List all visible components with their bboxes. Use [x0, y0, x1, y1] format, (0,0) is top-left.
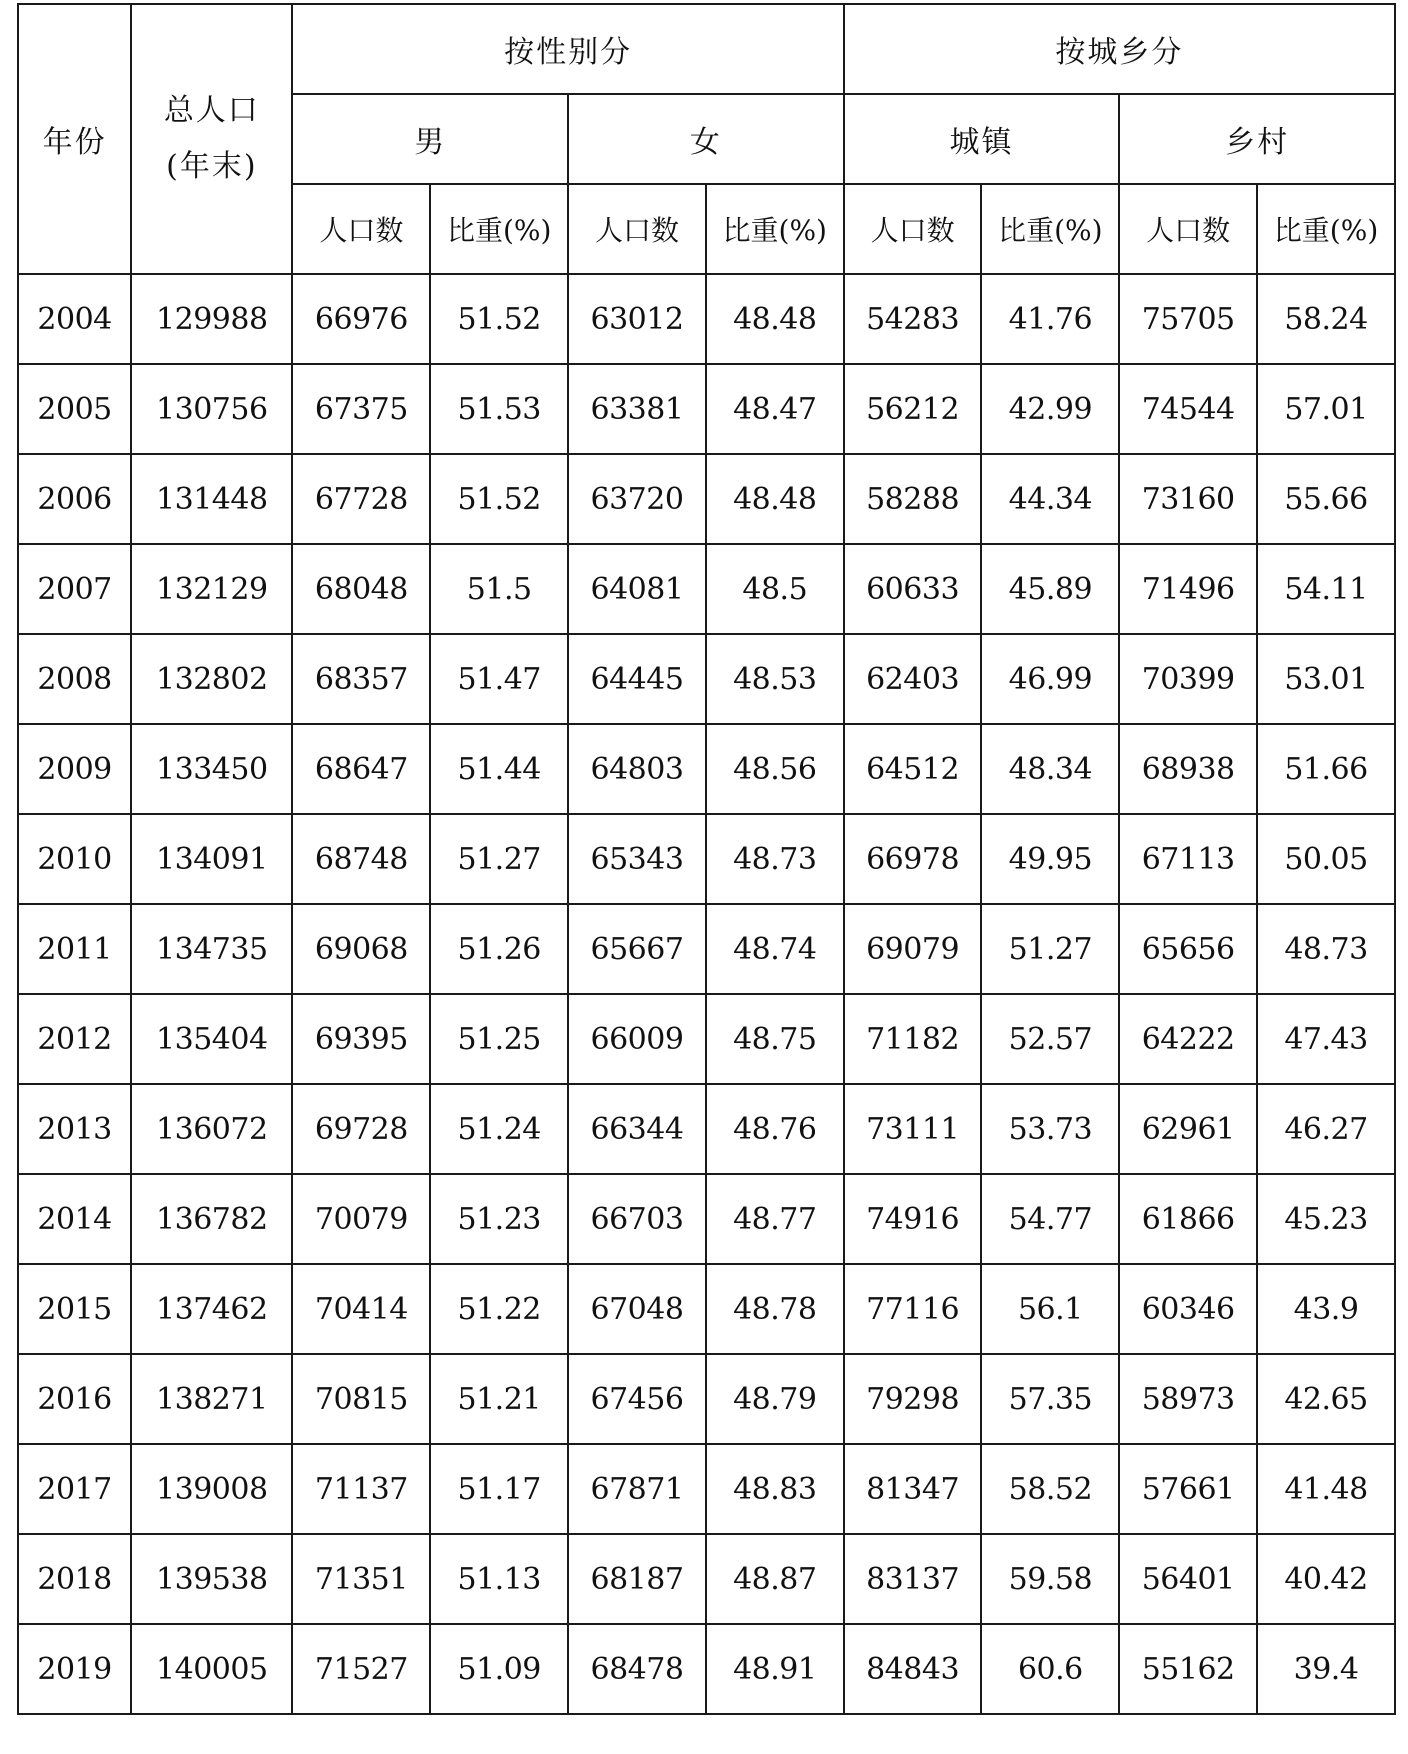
table-row	[18, 1174, 1395, 1264]
cell-female-count: 67456	[568, 1354, 706, 1444]
cell-year: 2015	[18, 1264, 131, 1354]
table-row	[18, 364, 1395, 454]
cell-total: 137462	[131, 1264, 292, 1354]
cell-urban-count: 73111	[844, 1084, 982, 1174]
cell-male-share: 51.23	[430, 1174, 568, 1264]
table-row	[18, 1354, 1395, 1444]
table-row	[18, 724, 1395, 814]
cell-urban-share: 46.99	[981, 634, 1119, 724]
cell-female-share: 48.56	[706, 724, 844, 814]
cell-urban-count: 69079	[844, 904, 982, 994]
cell-year: 2008	[18, 634, 131, 724]
cell-total: 132802	[131, 634, 292, 724]
cell-urban-count: 81347	[844, 1444, 982, 1534]
cell-urban-count: 56212	[844, 364, 982, 454]
cell-male-share: 51.5	[430, 544, 568, 634]
table-row	[18, 1264, 1395, 1354]
cell-total: 132129	[131, 544, 292, 634]
cell-male-share: 51.52	[430, 454, 568, 544]
cell-male-share: 51.17	[430, 1444, 568, 1534]
cell-male-count: 66976	[292, 274, 430, 364]
cell-urban-share: 48.34	[981, 724, 1119, 814]
table-row	[18, 544, 1395, 634]
cell-male-count: 68048	[292, 544, 430, 634]
cell-female-count: 66009	[568, 994, 706, 1084]
cell-female-count: 66344	[568, 1084, 706, 1174]
cell-male-count: 71527	[292, 1624, 430, 1714]
cell-female-count: 68478	[568, 1624, 706, 1714]
cell-urban-share: 52.57	[981, 994, 1119, 1084]
cell-male-share: 51.22	[430, 1264, 568, 1354]
cell-total: 134735	[131, 904, 292, 994]
cell-female-share: 48.48	[706, 454, 844, 544]
cell-rural-count: 55162	[1119, 1624, 1257, 1714]
cell-female-count: 64081	[568, 544, 706, 634]
cell-female-share: 48.5	[706, 544, 844, 634]
cell-male-count: 70414	[292, 1264, 430, 1354]
header-by-area: 按城乡分	[844, 4, 1395, 94]
cell-urban-share: 45.89	[981, 544, 1119, 634]
cell-female-count: 64803	[568, 724, 706, 814]
cell-urban-count: 58288	[844, 454, 982, 544]
cell-rural-share: 51.66	[1257, 724, 1395, 814]
cell-urban-share: 56.1	[981, 1264, 1119, 1354]
cell-year: 2014	[18, 1174, 131, 1264]
cell-rural-count: 62961	[1119, 1084, 1257, 1174]
cell-female-count: 63720	[568, 454, 706, 544]
table-row	[18, 634, 1395, 724]
header-urban-share: 比重(%)	[981, 184, 1119, 274]
cell-rural-count: 61866	[1119, 1174, 1257, 1264]
cell-total: 135404	[131, 994, 292, 1084]
cell-female-share: 48.48	[706, 274, 844, 364]
cell-rural-share: 53.01	[1257, 634, 1395, 724]
cell-total: 136072	[131, 1084, 292, 1174]
cell-male-count: 71351	[292, 1534, 430, 1624]
cell-rural-count: 74544	[1119, 364, 1257, 454]
table-row	[18, 1444, 1395, 1534]
cell-male-count: 69728	[292, 1084, 430, 1174]
header-year: 年份	[18, 4, 131, 274]
cell-male-share: 51.13	[430, 1534, 568, 1624]
cell-female-count: 66703	[568, 1174, 706, 1264]
cell-urban-count: 64512	[844, 724, 982, 814]
cell-total: 134091	[131, 814, 292, 904]
cell-rural-share: 54.11	[1257, 544, 1395, 634]
cell-female-share: 48.75	[706, 994, 844, 1084]
cell-rural-share: 57.01	[1257, 364, 1395, 454]
cell-male-share: 51.09	[430, 1624, 568, 1714]
cell-rural-share: 43.9	[1257, 1264, 1395, 1354]
cell-year: 2016	[18, 1354, 131, 1444]
cell-year: 2012	[18, 994, 131, 1084]
cell-urban-count: 83137	[844, 1534, 982, 1624]
cell-female-share: 48.91	[706, 1624, 844, 1714]
cell-male-count: 70079	[292, 1174, 430, 1264]
cell-male-count: 69068	[292, 904, 430, 994]
cell-year: 2011	[18, 904, 131, 994]
cell-total: 139538	[131, 1534, 292, 1624]
cell-female-count: 67048	[568, 1264, 706, 1354]
cell-rural-count: 58973	[1119, 1354, 1257, 1444]
table-row	[18, 1084, 1395, 1174]
cell-male-share: 51.24	[430, 1084, 568, 1174]
cell-male-count: 67728	[292, 454, 430, 544]
header-urban: 城镇	[844, 94, 1120, 184]
header-male-share: 比重(%)	[430, 184, 568, 274]
cell-rural-share: 46.27	[1257, 1084, 1395, 1174]
cell-rural-count: 65656	[1119, 904, 1257, 994]
cell-urban-share: 41.76	[981, 274, 1119, 364]
header-female-count: 人口数	[568, 184, 706, 274]
cell-rural-share: 42.65	[1257, 1354, 1395, 1444]
cell-female-share: 48.74	[706, 904, 844, 994]
table-row	[18, 994, 1395, 1084]
table-row	[18, 274, 1395, 364]
cell-female-count: 67871	[568, 1444, 706, 1534]
cell-year: 2005	[18, 364, 131, 454]
cell-female-share: 48.79	[706, 1354, 844, 1444]
cell-rural-count: 71496	[1119, 544, 1257, 634]
cell-total: 138271	[131, 1354, 292, 1444]
cell-urban-count: 77116	[844, 1264, 982, 1354]
cell-female-count: 65343	[568, 814, 706, 904]
cell-rural-count: 75705	[1119, 274, 1257, 364]
cell-total: 130756	[131, 364, 292, 454]
cell-total: 133450	[131, 724, 292, 814]
cell-urban-share: 59.58	[981, 1534, 1119, 1624]
header-rural-count: 人口数	[1119, 184, 1257, 274]
cell-urban-share: 44.34	[981, 454, 1119, 544]
cell-male-share: 51.26	[430, 904, 568, 994]
cell-male-share: 51.25	[430, 994, 568, 1084]
cell-female-share: 48.87	[706, 1534, 844, 1624]
cell-total: 129988	[131, 274, 292, 364]
cell-urban-count: 66978	[844, 814, 982, 904]
cell-female-share: 48.77	[706, 1174, 844, 1264]
cell-female-count: 65667	[568, 904, 706, 994]
cell-rural-share: 58.24	[1257, 274, 1395, 364]
cell-rural-count: 56401	[1119, 1534, 1257, 1624]
cell-year: 2018	[18, 1534, 131, 1624]
cell-urban-share: 49.95	[981, 814, 1119, 904]
cell-total: 136782	[131, 1174, 292, 1264]
cell-year: 2007	[18, 544, 131, 634]
cell-female-share: 48.47	[706, 364, 844, 454]
cell-rural-count: 67113	[1119, 814, 1257, 904]
header-rural: 乡村	[1119, 94, 1395, 184]
cell-urban-count: 79298	[844, 1354, 982, 1444]
header-total-line1: 总人口	[163, 93, 260, 128]
cell-male-share: 51.53	[430, 364, 568, 454]
cell-urban-count: 84843	[844, 1624, 982, 1714]
cell-total: 140005	[131, 1624, 292, 1714]
cell-total: 131448	[131, 454, 292, 544]
cell-female-share: 48.83	[706, 1444, 844, 1534]
cell-year: 2006	[18, 454, 131, 544]
cell-rural-count: 70399	[1119, 634, 1257, 724]
table-row	[18, 904, 1395, 994]
cell-male-count: 68647	[292, 724, 430, 814]
cell-male-share: 51.44	[430, 724, 568, 814]
cell-male-share: 51.52	[430, 274, 568, 364]
cell-female-share: 48.78	[706, 1264, 844, 1354]
cell-year: 2017	[18, 1444, 131, 1534]
cell-rural-share: 55.66	[1257, 454, 1395, 544]
cell-female-count: 63381	[568, 364, 706, 454]
cell-female-count: 63012	[568, 274, 706, 364]
cell-rural-count: 57661	[1119, 1444, 1257, 1534]
header-total-line2: (年末)	[166, 149, 258, 184]
cell-year: 2004	[18, 274, 131, 364]
cell-male-share: 51.47	[430, 634, 568, 724]
cell-rural-share: 39.4	[1257, 1624, 1395, 1714]
header-by-sex: 按性别分	[292, 4, 843, 94]
population-table-container	[17, 3, 1396, 1745]
table-row	[18, 454, 1395, 544]
cell-rural-share: 47.43	[1257, 994, 1395, 1084]
cell-female-count: 64445	[568, 634, 706, 724]
cell-male-count: 69395	[292, 994, 430, 1084]
table-body	[18, 274, 1395, 1714]
cell-total: 139008	[131, 1444, 292, 1534]
cell-rural-count: 68938	[1119, 724, 1257, 814]
table-header	[18, 4, 1395, 274]
cell-male-count: 71137	[292, 1444, 430, 1534]
cell-year: 2009	[18, 724, 131, 814]
cell-male-share: 51.27	[430, 814, 568, 904]
cell-urban-share: 54.77	[981, 1174, 1119, 1264]
header-male-count: 人口数	[292, 184, 430, 274]
cell-rural-share: 48.73	[1257, 904, 1395, 994]
header-male: 男	[292, 94, 568, 184]
cell-urban-count: 71182	[844, 994, 982, 1084]
population-table	[17, 3, 1396, 1715]
cell-male-count: 67375	[292, 364, 430, 454]
cell-rural-share: 50.05	[1257, 814, 1395, 904]
cell-rural-count: 73160	[1119, 454, 1257, 544]
cell-female-share: 48.53	[706, 634, 844, 724]
cell-urban-share: 42.99	[981, 364, 1119, 454]
cell-urban-count: 62403	[844, 634, 982, 724]
table-row	[18, 1624, 1395, 1714]
cell-male-share: 51.21	[430, 1354, 568, 1444]
cell-rural-share: 41.48	[1257, 1444, 1395, 1534]
cell-year: 2019	[18, 1624, 131, 1714]
cell-year: 2010	[18, 814, 131, 904]
cell-female-count: 68187	[568, 1534, 706, 1624]
cell-male-count: 68748	[292, 814, 430, 904]
cell-urban-count: 54283	[844, 274, 982, 364]
cell-rural-share: 40.42	[1257, 1534, 1395, 1624]
cell-urban-share: 57.35	[981, 1354, 1119, 1444]
cell-urban-count: 60633	[844, 544, 982, 634]
cell-female-share: 48.76	[706, 1084, 844, 1174]
header-female: 女	[568, 94, 844, 184]
cell-rural-count: 60346	[1119, 1264, 1257, 1354]
header-rural-share: 比重(%)	[1257, 184, 1395, 274]
header-urban-count: 人口数	[844, 184, 982, 274]
cell-male-count: 70815	[292, 1354, 430, 1444]
table-row	[18, 814, 1395, 904]
cell-urban-share: 60.6	[981, 1624, 1119, 1714]
cell-urban-count: 74916	[844, 1174, 982, 1264]
cell-urban-share: 51.27	[981, 904, 1119, 994]
cell-year: 2013	[18, 1084, 131, 1174]
cell-rural-count: 64222	[1119, 994, 1257, 1084]
cell-urban-share: 58.52	[981, 1444, 1119, 1534]
cell-urban-share: 53.73	[981, 1084, 1119, 1174]
header-total-population	[131, 4, 292, 274]
cell-female-share: 48.73	[706, 814, 844, 904]
header-female-share: 比重(%)	[706, 184, 844, 274]
cell-male-count: 68357	[292, 634, 430, 724]
cell-rural-share: 45.23	[1257, 1174, 1395, 1264]
table-row	[18, 1534, 1395, 1624]
